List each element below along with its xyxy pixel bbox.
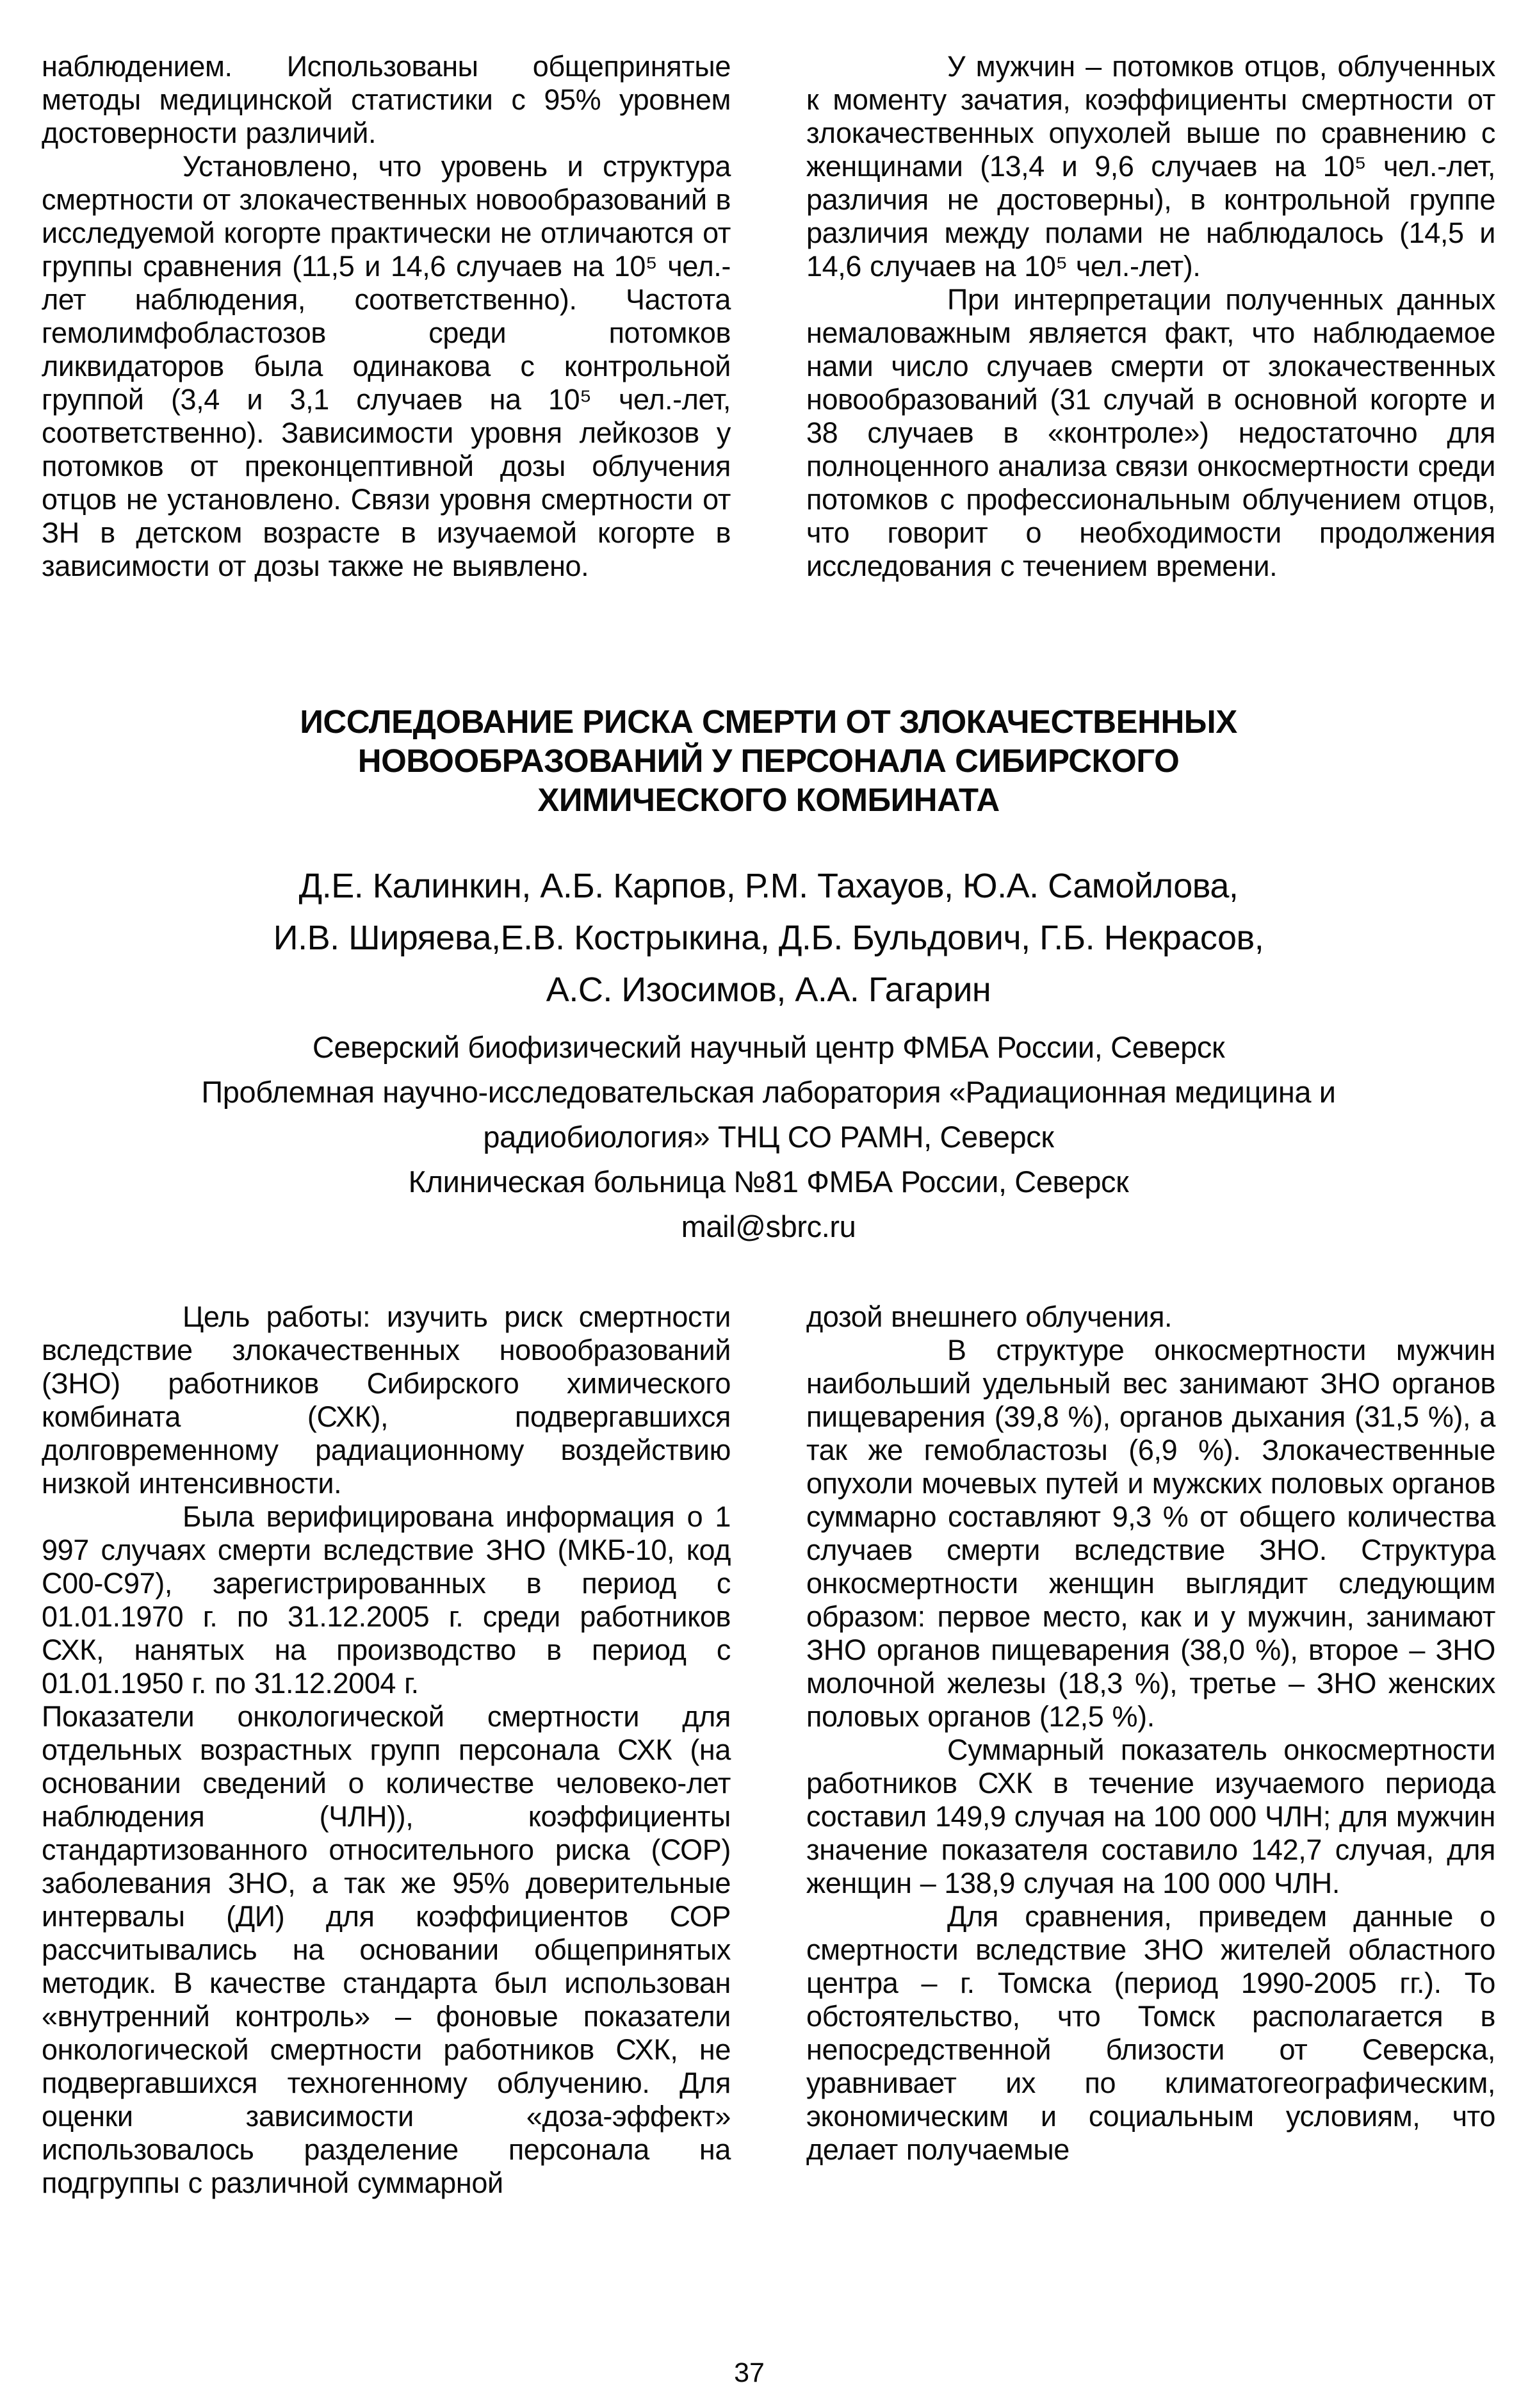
abstract-right-paragraph-2: При интерпретации полученных данных немаловажным является факт, что наблюдаемое нами число случаев смерти от злокачественных новообразований (31 случай в основной когорте и 38 случаев в «контроле») недостаточно для полноценного анализа связи онкосмертности среди потомков с профессиональным облучением отцов, что говорит о необходимости продолжения исследования с течением времени. xyxy=(806,283,1495,582)
body-right-paragraph-4: Для сравнения, приведем данные о смертности вследствие ЗНО жителей областного центра – г. Томска (период 1990-2005 гг.). То обстоятельство, что Томск располагается в непосредственной близости от Северска, уравнивает их по климатогеографическим, экономическим и социальным условиям, что делает получаемые xyxy=(806,1900,1495,2166)
body-left-paragraph-2: Была верифицирована информация о 1 997 случаях смерти вследствие ЗНО (МКБ-10, код С00-С97), зарегистрированных в период с 01.01.1970 г. по 31.12.2005 г. среди работников СХК, нанятых на производство в период с 01.01.1950 г. по 31.12.2004 г. xyxy=(42,1500,731,1700)
affiliation-line-3: радиобиология» ТНЦ СО РАМН, Северск xyxy=(483,1120,1054,1154)
abstract-section xyxy=(42,50,1495,583)
contact-email: mail@sbrc.ru xyxy=(681,1209,856,1243)
body-section xyxy=(42,1300,1495,2200)
body-left-column xyxy=(42,1300,731,2200)
affiliations-block xyxy=(42,1025,1495,1249)
article-title-line-2: НОВООБРАЗОВАНИЙ У ПЕРСОНАЛА СИБИРСКОГО xyxy=(357,742,1180,779)
body-right-paragraph-3: Суммарный показатель онкосмертности работников СХК в течение изучаемого периода составил 149,9 случая на 100 000 ЧЛН; для мужчин значение показателя составило 142,7 случая, для женщин – 138,9 случая на 100 000 ЧЛН. xyxy=(806,1733,1495,1899)
authors-line-2: И.В. Ширяева,Е.В. Кострыкина, Д.Б. Бульдович, Г.Б. Некрасов, xyxy=(273,919,1264,957)
abstract-left-column xyxy=(42,50,731,583)
authors-block xyxy=(42,860,1495,1016)
abstract-left-paragraph-1: наблюдением. Использованы общепринятые методы медицинской статистики с 95% уровнем достоверности различий. xyxy=(42,50,731,149)
abstract-right-paragraph-1: У мужчин – потомков отцов, облученных к моменту зачатия, коэффициенты смертности от злокачественных опухолей выше по сравнению с женщинами (13,4 и 9,6 случаев на 10⁵ чел.-лет, различия не достоверны), в контрольной группе различия между полами не наблюдалось (14,5 и 14,6 случаев на 10⁵ чел.-лет). xyxy=(806,50,1495,283)
body-right-column xyxy=(806,1300,1495,2200)
authors-line-3: А.С. Изосимов, А.А. Гагарин xyxy=(546,971,991,1009)
affiliation-line-4: Клиническая больница №81 ФМБА России, Северск xyxy=(408,1165,1129,1199)
abstract-right-column xyxy=(806,50,1495,583)
page-number: 37 xyxy=(734,2357,765,2388)
body-left-paragraph-3: Показатели онкологической смертности для отдельных возрастных групп персонала СХК (на основании сведений о количестве человеко-лет наблюдения (ЧЛН)), коэффициенты стандартизованного относительного риска (СОР) заболевания ЗНО, а так же 95% доверительные интервалы (ДИ) для коэффициентов СОР рассчитывались на основании общепринятых методик. В качестве стандарта был использован «внутренний контроль» – фоновые показатели онкологической смертности работников СХК, не подвергавшихся техногенному облучению. Для оценки зависимости «доза-эффект» использовалось разделение персонала на подгруппы с различной суммарной xyxy=(42,1700,731,2199)
article-title-line-1: ИССЛЕДОВАНИЕ РИСКА СМЕРТИ ОТ ЗЛОКАЧЕСТВЕННЫХ xyxy=(300,703,1237,740)
article-header xyxy=(42,702,1495,819)
authors-line-1: Д.Е. Калинкин, А.Б. Карпов, Р.М. Тахауов, Ю.А. Самойлова, xyxy=(298,867,1239,905)
body-right-paragraph-2: В структуре онкосмертности мужчин наибольший удельный вес занимают ЗНО органов пищеварения (39,8 %), органов дыхания (31,5 %), а так же гемобластозы (6,9 %). Злокачественные опухоли мочевых путей и мужских половых органов суммарно составляют 9,3 % от общего количества случаев смерти вследствие ЗНО. Структура онкосмертности женщин выглядит следующим образом: первое место, как и у мужчин, занимают ЗНО органов пищеварения (38,0 %), второе – ЗНО молочной железы (18,3 %), третье – ЗНО женских половых органов (12,5 %). xyxy=(806,1334,1495,1733)
article-title-line-3: ХИМИЧЕСКОГО КОМБИНАТА xyxy=(537,782,1000,818)
abstract-left-paragraph-2: Установлено, что уровень и структура смертности от злокачественных новообразований в исследуемой когорте практически не отличаются от группы сравнения (11,5 и 14,6 случаев на 10⁵ чел.-лет наблюдения, соответственно). Частота гемолимфобластозов среди потомков ликвидаторов была одинакова с контрольной группой (3,4 и 3,1 случаев на 10⁵ чел.-лет, соответственно). Зависимости уровня лейкозов у потомков от преконцептивной дозы облучения отцов не установлено. Связи уровня смертности от ЗН в детском возрасте в изучаемой когорте в зависимости от дозы также не выявлено. xyxy=(42,150,731,582)
affiliation-line-1: Северский биофизический научный центр ФМБА России, Северск xyxy=(312,1030,1225,1064)
body-left-paragraph-1: Цель работы: изучить риск смертности вследствие злокачественных новообразований (ЗНО) работников Сибирского химического комбината (СХК), подвергавшихся долговременному радиационному воздействию низкой интенсивности. xyxy=(42,1300,731,1500)
affiliation-line-2: Проблемная научно-исследовательская лаборатория «Радиационная медицина и xyxy=(201,1075,1336,1109)
body-right-paragraph-1: дозой внешнего облучения. xyxy=(806,1300,1173,1333)
